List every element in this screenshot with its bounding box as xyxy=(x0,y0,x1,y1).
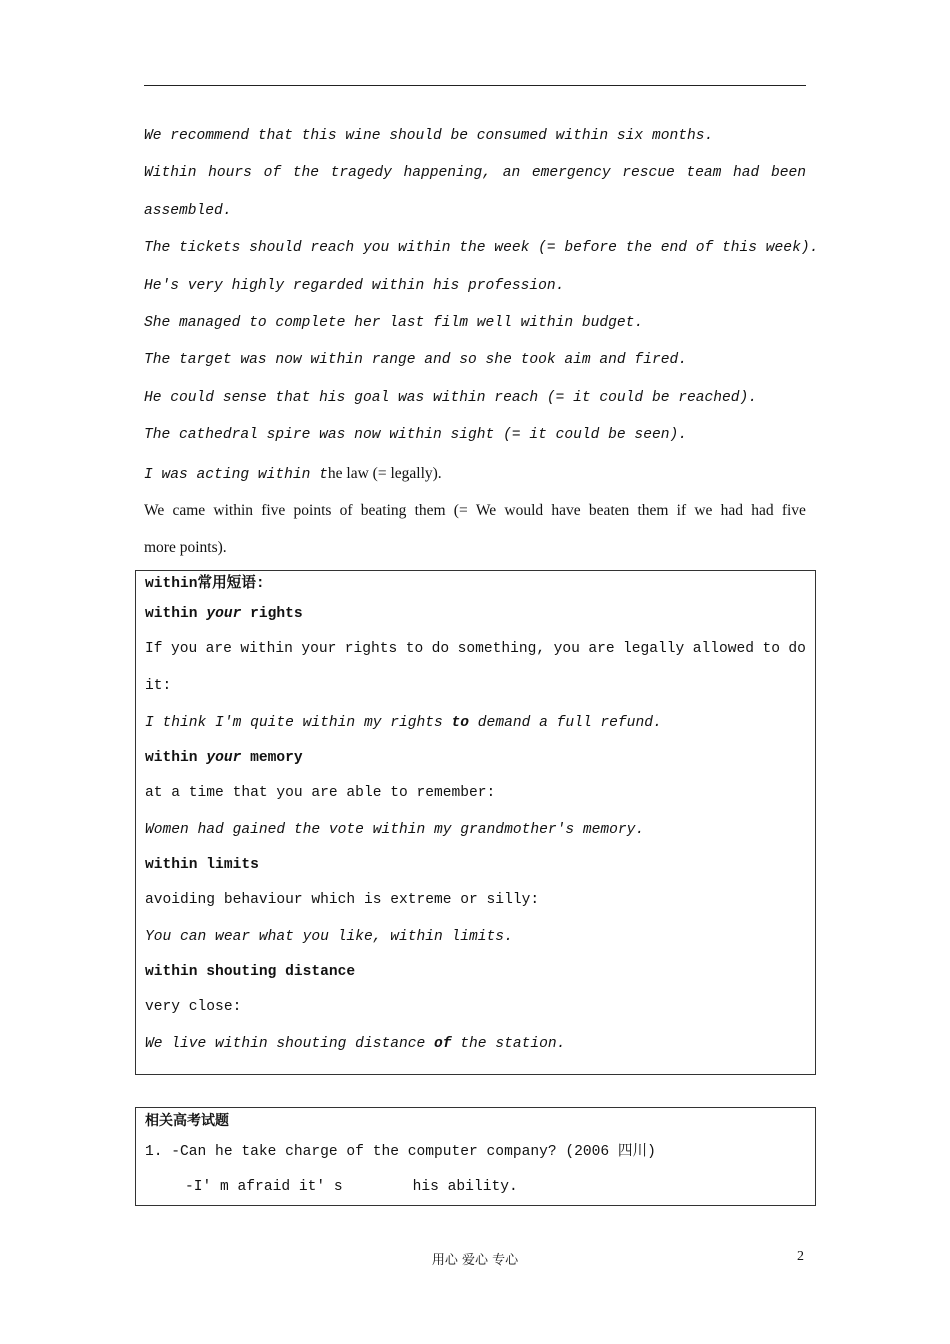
exam-heading: 相关高考试题 xyxy=(145,1113,229,1129)
word: legally xyxy=(623,641,685,657)
word: something, xyxy=(457,641,546,657)
phrase-example xyxy=(145,1026,806,1063)
example-sentence: The target was now within range and so she took aim and fired. xyxy=(144,352,687,369)
word: tragedy xyxy=(330,165,392,182)
word: of xyxy=(263,165,282,182)
word: of xyxy=(339,501,353,519)
word: emergency xyxy=(531,165,611,182)
phrase-example-text: We live within shouting distance xyxy=(145,1036,435,1052)
phrase-term: within shouting distance xyxy=(145,964,356,980)
example-list xyxy=(144,118,819,567)
phrase-term-text: within xyxy=(145,606,207,622)
phrases-heading: within常用短语: xyxy=(145,576,265,592)
word: rescue xyxy=(622,165,675,182)
page-number: 2 xyxy=(797,1249,804,1264)
example-sentence: He could sense that his goal was within reach (= it could be reached). xyxy=(144,389,758,406)
example-sentence: He's very highly regarded within his profession. xyxy=(144,277,565,294)
exam-answer-text: his ability. xyxy=(412,1179,518,1195)
word: the xyxy=(292,165,319,182)
word: an xyxy=(502,165,521,182)
phrase-example-text: demand a full refund. xyxy=(469,715,662,731)
phrase-example-emphasis: of xyxy=(434,1036,452,1052)
example-sentence-continuation: more points). xyxy=(144,539,227,557)
word: if xyxy=(676,501,687,519)
word: had xyxy=(751,501,774,519)
word: had xyxy=(720,501,744,519)
phrase-example-emphasis: to xyxy=(451,715,470,731)
word: are xyxy=(588,641,615,657)
exam-answer-text: -I' m afraid it' s xyxy=(185,1179,343,1195)
example-sentence: The cathedral spire was now within sight (= it could be seen). xyxy=(144,427,687,444)
word: points xyxy=(293,501,332,519)
word: do xyxy=(431,641,450,657)
header-rule xyxy=(144,85,806,86)
word: allowed xyxy=(692,641,755,657)
phrase-example-text: the station. xyxy=(451,1036,566,1052)
exam-question: 1. -Can he take charge of the computer company? (2006 四川) xyxy=(145,1144,656,1160)
word: we xyxy=(694,501,713,519)
example-sentence-mixed xyxy=(144,455,806,492)
footer-motto: 用心 爱心 专心 xyxy=(431,1253,519,1268)
phrase-term: within limits xyxy=(145,857,259,873)
word: beating xyxy=(360,501,407,519)
word: you xyxy=(170,641,198,657)
phrase-definition xyxy=(145,631,806,668)
phrase-example: Women had gained the vote within my grandmother's memory. xyxy=(145,822,645,838)
phrase-term-text: memory xyxy=(241,750,303,766)
word: five xyxy=(781,501,806,519)
phrase-term-emphasis: your xyxy=(206,606,242,622)
word: your xyxy=(301,641,337,657)
word: to xyxy=(405,641,424,657)
word: are xyxy=(205,641,232,657)
word: came xyxy=(172,501,206,519)
word: been xyxy=(770,165,806,182)
word: Within xyxy=(144,165,197,182)
phrase-example: You can wear what you like, within limits. xyxy=(145,929,513,945)
word: do xyxy=(788,641,806,657)
phrase-definition: at a time that you are able to remember: xyxy=(145,785,496,801)
phrase-example-text: I think I'm quite within my rights xyxy=(145,715,452,731)
phrases-box xyxy=(135,570,816,1075)
word: We xyxy=(144,501,165,519)
example-sentence: She managed to complete her last film well within budget. xyxy=(144,314,644,331)
word: would xyxy=(504,501,544,519)
word: (= xyxy=(453,501,468,519)
word: within xyxy=(213,501,254,519)
phrase-definition-continuation: it: xyxy=(145,678,172,694)
example-sentence-continuation: assembled. xyxy=(144,202,232,219)
word: team xyxy=(686,165,722,182)
word: We xyxy=(475,501,497,519)
phrase-term-text: rights xyxy=(241,606,303,622)
example-sentence: We recommend that this wine should be consumed within six months. xyxy=(144,128,714,144)
word: If xyxy=(145,641,163,657)
phrase-term-text: within xyxy=(145,750,207,766)
phrase-example xyxy=(145,705,806,742)
example-italic-part: I was acting within t xyxy=(144,466,328,483)
word: hours xyxy=(208,165,252,182)
phrase-term-emphasis: your xyxy=(206,750,242,766)
example-sentence: The tickets should reach you within the week (= before the end of this week). xyxy=(144,240,819,257)
word: them xyxy=(637,501,669,519)
word: five xyxy=(261,501,286,519)
word: had xyxy=(733,165,760,182)
example-sentence-justified xyxy=(144,155,806,192)
word: within xyxy=(240,641,293,657)
example-roman-part: he law (= legally). xyxy=(327,464,442,482)
phrase-definition: avoiding behaviour which is extreme or silly: xyxy=(145,892,540,908)
exam-answer xyxy=(145,1170,806,1205)
word: beaten xyxy=(588,501,630,519)
word: you xyxy=(553,641,580,657)
phrase-term xyxy=(145,598,806,631)
example-sentence-justified xyxy=(144,492,806,529)
word: to xyxy=(762,641,780,657)
phrase-term xyxy=(145,742,806,775)
exam-box xyxy=(135,1107,816,1206)
word: happening, xyxy=(403,165,492,182)
word: have xyxy=(551,501,581,519)
phrase-definition: very close: xyxy=(145,999,242,1015)
word: them xyxy=(414,501,446,519)
word: rights xyxy=(344,641,398,657)
